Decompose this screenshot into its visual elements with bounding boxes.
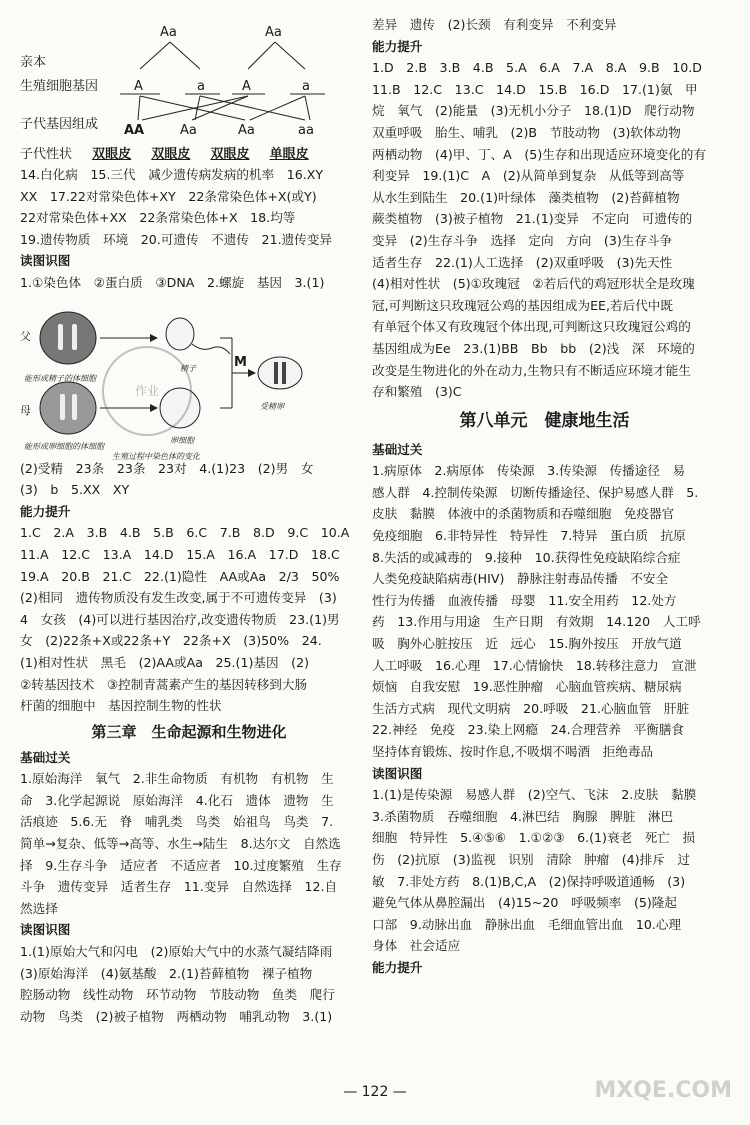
section-heading-ability: 能力提升 [372, 38, 423, 54]
text-line: 身体 社会适应 [372, 938, 461, 954]
text-line: 命 3.化学起源说 原始海洋 4.化石 遗体 遗物 生 [20, 792, 334, 808]
text-line: 1.(1)是传染源 易感人群 (2)空气、飞沫 2.皮肤 黏膜 [372, 787, 697, 803]
section-heading-read-figure: 读图识图 [372, 765, 423, 781]
text-line: XX 17.22对常染色体+XY 22条常染色体+X(或Y) [20, 188, 317, 204]
text-line: 19.A 20.B 21.C 22.(1)隐性 AA或Aa 2/3 50% [20, 568, 340, 584]
text-line: 从水生到陆生 20.(1)叶绿体 藻类植物 (2)苔藓植物 [372, 189, 680, 205]
left-column [20, 14, 358, 1027]
chapter-title: 第三章 生命起源和生物进化 [91, 722, 287, 741]
section-heading-basic: 基础过关 [20, 749, 71, 765]
text-line: 22.神经 免疫 23.染上网瘾 24.合理营养 平衡膳食 [372, 722, 684, 738]
stamp-seal: 作业 [102, 346, 192, 436]
text-line: 斗争 遗传变异 适者生存 11.变异 自然选择 12.自 [20, 879, 338, 895]
text-line: 1.C 2.A 3.B 4.B 5.B 6.C 7.B 8.D 9.C 10.A [20, 525, 350, 541]
row-label-parent: 亲本 [20, 55, 47, 70]
offspring-1: AA [124, 123, 145, 138]
text-line: (3)原始海洋 (4)氨基酸 2.(1)苔藓植物 裸子植物 [20, 965, 313, 981]
text-line: (2)相同 遗传物质没有发生改变,属于不可遗传变异 (3) [20, 590, 337, 606]
gamete-3: A [242, 79, 251, 94]
row-label-trait: 子代性状 [20, 147, 73, 162]
text-line: 14.白化病 15.三代 减少遗传病发病的机率 16.XY [20, 167, 324, 182]
answers-block-basic [20, 768, 358, 919]
label-sperm: 精子 [180, 363, 196, 373]
text-line: 杆菌的细胞中 基因控制生物的性状 [20, 698, 222, 714]
answers-block-basic [372, 460, 717, 762]
text-line: 生活方式病 现代文明病 20.呼吸 21.心脑血管 肝脏 [372, 700, 690, 716]
chromosome-figure [20, 296, 358, 461]
text-line: 存和繁殖 (3)C [372, 384, 462, 400]
text-line: (3) b 5.XX XY [20, 482, 130, 498]
text-line: 22对常染色体+XX 22条常染色体+X 18.均等 [20, 210, 296, 226]
text-line: 吸 胸外心脏按压 近 远心 15.胸外按压 开放气道 [372, 636, 682, 652]
text-line: 活痕迹 5.6.无 脊 哺乳类 鸟类 始祖鸟 鸟类 7. [20, 814, 334, 830]
text-line: (2)受精 23条 23条 23对 4.(1)23 (2)男 女 [20, 460, 314, 476]
text-line: 改变是生物进化的外在动力,生物只有不断适应环境才能生 [372, 362, 691, 378]
text-line: 差异 遗传 (2)长颈 有利变异 不利变异 [372, 17, 617, 32]
text-line: 坚持体育锻炼、按时作息,不吸烟不喝酒 拒绝毒品 [372, 744, 654, 759]
offspring-3: Aa [238, 123, 255, 138]
row-label-offspring: 子代基因组成 [20, 117, 99, 132]
section-heading-basic: 基础过关 [372, 441, 423, 457]
text-line: 免疫细胞 6.非特异性 特异性 7.特异 蛋白质 抗原 [372, 528, 686, 544]
label-father: 父 [20, 329, 31, 343]
text-line: 简单→复杂、低等→高等、水生→陆生 8.达尔文 自然选 [20, 836, 341, 852]
genetic-cross-diagram [20, 14, 358, 164]
text-line: 女 (2)22条+X或22条+Y 22条+X (3)50% 24. [20, 633, 322, 649]
text-line: 动物 鸟类 (2)被子植物 两栖动物 哺乳动物 3.(1) [20, 1008, 333, 1024]
text-line: (4)相对性状 (5)①玫瑰冠 ②若后代的鸡冠形状全是玫瑰 [372, 276, 695, 292]
text-line: 4 女孩 (4)可以进行基因治疗,改变遗传物质 23.(1)男 [20, 611, 340, 627]
unit-title: 第八单元 健康地生活 [459, 410, 630, 431]
right-column [372, 14, 717, 979]
text-line: 人类免疫缺陷病毒(HIV) 静脉注射毒品传播 不安全 [372, 571, 669, 587]
text-line: 3.杀菌物质 吞噬细胞 4.淋巴结 胸腺 脾脏 淋巴 [372, 808, 674, 824]
text-line: 口部 9.动脉出血 静脉出血 毛细血管出血 10.心理 [372, 916, 682, 932]
text-line: 1.病原体 2.病原体 传染源 3.传染源 传播途径 易 [372, 463, 686, 479]
text-line: 基因组成为Ee 23.(1)BB Bb bb (2)浅 深 环境的 [372, 340, 695, 356]
section-heading-read-figure: 读图识图 [20, 922, 71, 938]
text-line: 变异 (2)生存斗争 选择 定向 方向 (3)生存斗争 [372, 232, 673, 248]
text-line: 然选择 [20, 900, 58, 916]
text-line: 11.A 12.C 13.A 14.D 15.A 16.A 17.D 18.C [20, 546, 340, 562]
parent-genotype-1: Aa [160, 25, 177, 40]
text-line: 择 9.生存斗争 适应者 不适应者 10.过度繁殖 生存 [20, 857, 342, 873]
row-label-gamete: 生殖细胞基因 [20, 79, 99, 94]
text-line: 适者生存 22.(1)人工选择 (2)双重呼吸 (3)先天性 [372, 254, 673, 270]
parent-genotype-2: Aa [265, 25, 282, 40]
text-line: 性行为传播 血液传播 母婴 11.安全用药 12.处方 [372, 592, 677, 608]
text-line: 避免气体从鼻腔漏出 (4)15~20 呼吸频率 (5)隆起 [372, 895, 677, 911]
text-line: ②转基因技术 ③控制青蒿素产生的基因转移到大肠 [20, 676, 308, 692]
text-line: 1.①染色体 ②蛋白质 ③DNA 2.螺旋 基因 3.(1) [20, 274, 325, 290]
text-line: 烦恼 自我安慰 19.恶性肿瘤 心脑血管疾病、糖尿病 [372, 679, 682, 695]
answers-block-read [372, 784, 717, 957]
text-line: 利变异 19.(1)C A (2)从简单到复杂 从低等到高等 [372, 168, 685, 184]
section-heading-ability: 能力提升 [20, 503, 71, 519]
text-line: 11.B 12.C 13.C 14.D 15.B 16.D 17.(1)氨 甲 [372, 81, 698, 97]
text-line: 有单冠个体又有玫瑰冠个体出现,可判断这只玫瑰冠公鸡的 [372, 319, 691, 335]
label-zygote: 受精卵 [260, 401, 284, 411]
section-heading-read-figure: 读图识图 [20, 253, 71, 269]
text-line: 细胞 特异性 5.④⑤⑥ 1.①②③ 6.(1)衰老 死亡 损 [372, 830, 696, 846]
text-line: 蕨类植物 (3)被子植物 21.(1)变异 不定向 可遗传的 [372, 211, 693, 227]
label-mother: 母 [20, 403, 31, 417]
text-line: 皮肤 黏膜 体液中的杀菌物质和吞噬细胞 免疫器官 [372, 506, 675, 522]
gamete-4: a [302, 79, 310, 94]
answers-block-ability [20, 522, 358, 716]
text-line: 腔肠动物 线性动物 环节动物 节肢动物 鱼类 爬行 [20, 987, 335, 1003]
text-line: 烷 氧气 (2)能量 (3)无机小分子 18.(1)D 爬行动物 [372, 103, 695, 119]
trait-row [20, 144, 309, 166]
label-egg-cell: 能形成卵细胞的体细胞 [24, 441, 104, 451]
offspring-2: Aa [180, 123, 197, 138]
trait-3: 双眼皮 [210, 147, 250, 162]
text-line: 两栖动物 (4)甲、丁、A (5)生存和出现适应环境变化的有 [372, 146, 706, 162]
text-line: 1.原始海洋 氧气 2.非生命物质 有机物 有机物 生 [20, 771, 334, 787]
text-line: 冠,可判断这只玫瑰冠公鸡的基因组成为EE,若后代中既 [372, 297, 673, 313]
trait-4: 单眼皮 [269, 147, 309, 162]
gamete-1: A [134, 79, 143, 94]
text-line: 1.(1)原始大气和闪电 (2)原始大气中的水蒸气凝结降雨 [20, 944, 333, 960]
text-line: 伤 (2)抗原 (3)监视 识别 清除 肿瘤 (4)排斥 过 [372, 851, 690, 867]
text-line: 双重呼吸 胎生、哺乳 (2)B 节肢动物 (3)软体动物 [372, 124, 681, 140]
text-line: (1)相对性状 黑毛 (2)AA或Aa 25.(1)基因 (2) [20, 654, 310, 670]
trait-2: 双眼皮 [151, 147, 191, 162]
offspring-4: aa [298, 123, 314, 138]
text-line: 敏 7.非处方药 8.(1)B,C,A (2)保持呼吸道通畅 (3) [372, 873, 686, 889]
label-sperm-cell: 能形成精子的体细胞 [24, 373, 96, 383]
figure-caption: 生殖过程中染色体的变化 [112, 451, 200, 461]
watermark-logo: MXQE.COM [594, 1078, 732, 1103]
text-line: 19.遗传物质 环境 20.可遗传 不遗传 21.遗传变异 [20, 231, 332, 247]
answers-block-ability [372, 57, 717, 403]
text-line: 8.失活的或减毒的 9.接种 10.获得性免疫缺陷综合症 [372, 549, 681, 565]
label-egg: 卵细胞 [170, 435, 194, 445]
text-line: 人工呼吸 16.心理 17.心情愉快 18.转移注意力 宣泄 [372, 657, 697, 673]
answers-block-read [20, 941, 358, 1027]
trait-1: 双眼皮 [92, 147, 132, 162]
text-line: 感人群 4.控制传染源 切断传播途径、保护易感人群 5. [372, 484, 699, 500]
page-number: — 122 — [343, 1084, 407, 1100]
label-M: M [234, 354, 247, 370]
answers-block-top [20, 164, 358, 250]
text-line: 1.D 2.B 3.B 4.B 5.A 6.A 7.A 8.A 9.B 10.D [372, 60, 702, 76]
section-heading-ability: 能力提升 [372, 959, 423, 975]
gamete-2: a [197, 79, 205, 94]
text-line: 药 13.作用与用途 生产日期 有效期 14.120 人工呼 [372, 614, 701, 630]
